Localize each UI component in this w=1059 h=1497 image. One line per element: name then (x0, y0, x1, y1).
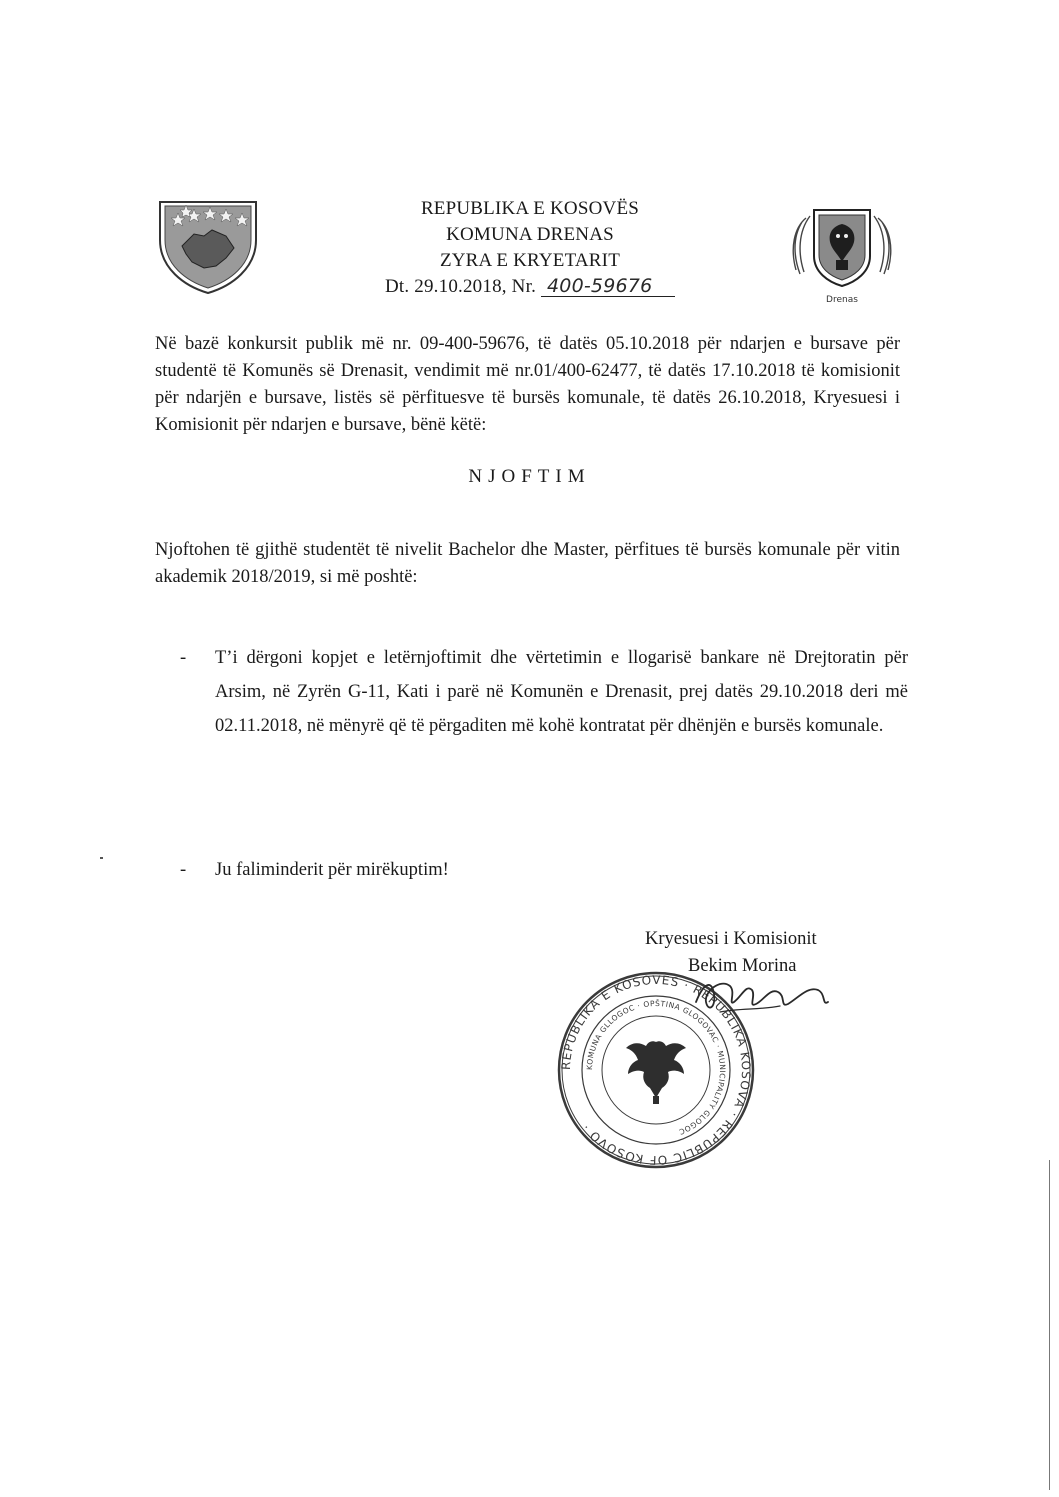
list-item (180, 641, 908, 781)
bullet-text: T’i dërgoni kopjet e letërnjoftimit dhe vërtetimin e llogarisë bankare në Drejtoratin për Arsim, në Zyrën G-11, Kati i parë në Komunën e Drenasit, prej datës 29.10.2018 deri më 02.11.2018, në mënyrë që të përgaditen më kohë kontratat për dhënjën e bursës komunale. (215, 648, 908, 736)
document-title: NJOFTIM (468, 466, 591, 487)
bullet-text: Ju faliminderit për mirëkuptim! (215, 860, 449, 880)
emblem-caption: Drenas (826, 295, 858, 305)
stamp-outer-ring: REPUBLIKA E KOSOVËS · REPUBLIKA KOSOVA · REPUBLIC OF KOSOVO · (558, 972, 754, 1168)
list-item (180, 853, 900, 887)
header-republic: REPUBLIKA E KOSOVËS (420, 198, 640, 219)
handwritten-signature-icon (690, 972, 835, 1020)
date-prefix: Dt. 29.10.2018, Nr. (384, 276, 537, 297)
kosovo-coat-of-arms-icon (152, 196, 264, 296)
header-office: ZYRA E KRYETARIT (439, 250, 621, 271)
header-municipality: KOMUNA DRENAS (446, 224, 614, 245)
signatory-role: Kryesuesi i Komisionit (645, 929, 817, 949)
intro-paragraph: Në bazë konkursit publik më nr. 09-400-59676, të datës 05.10.2018 për ndarjen e bursave për studentë të Komunës së Drenasit, vendimit më nr.01/400-62477, të datës 17.10.2018 të komisionit për ndarjën e bursave, listës së përfituesve të bursës komunale, të datës 26.10.2018, Kryesuesi i Komisionit për ndarjen e bursave, bënë këtë: (155, 334, 900, 435)
double-headed-eagle-icon (626, 1041, 686, 1104)
scan-edge-line (1049, 1160, 1050, 1490)
bullet-dash: - (180, 860, 187, 880)
letterhead (330, 196, 730, 300)
notice-paragraph: Njoftohen të gjithë studentët të nivelit Bachelor dhe Master, përfitues të bursës komunale për vitin akademik 2018/2019, si më poshtë: (155, 540, 900, 587)
header-date-ref (330, 274, 730, 300)
bullet-dash: - (180, 648, 187, 668)
drenas-municipal-emblem-icon (784, 198, 900, 306)
scan-speck (100, 857, 103, 859)
handwritten-ref-number: 400-59676 (541, 276, 675, 297)
signatory-name: Bekim Morina (688, 956, 797, 976)
stamp-inner-ring: KOMUNA GLLOGOC · OPŠTINA GLOGOVAC · MUNICIPALITY GLOGOC (584, 998, 728, 1137)
